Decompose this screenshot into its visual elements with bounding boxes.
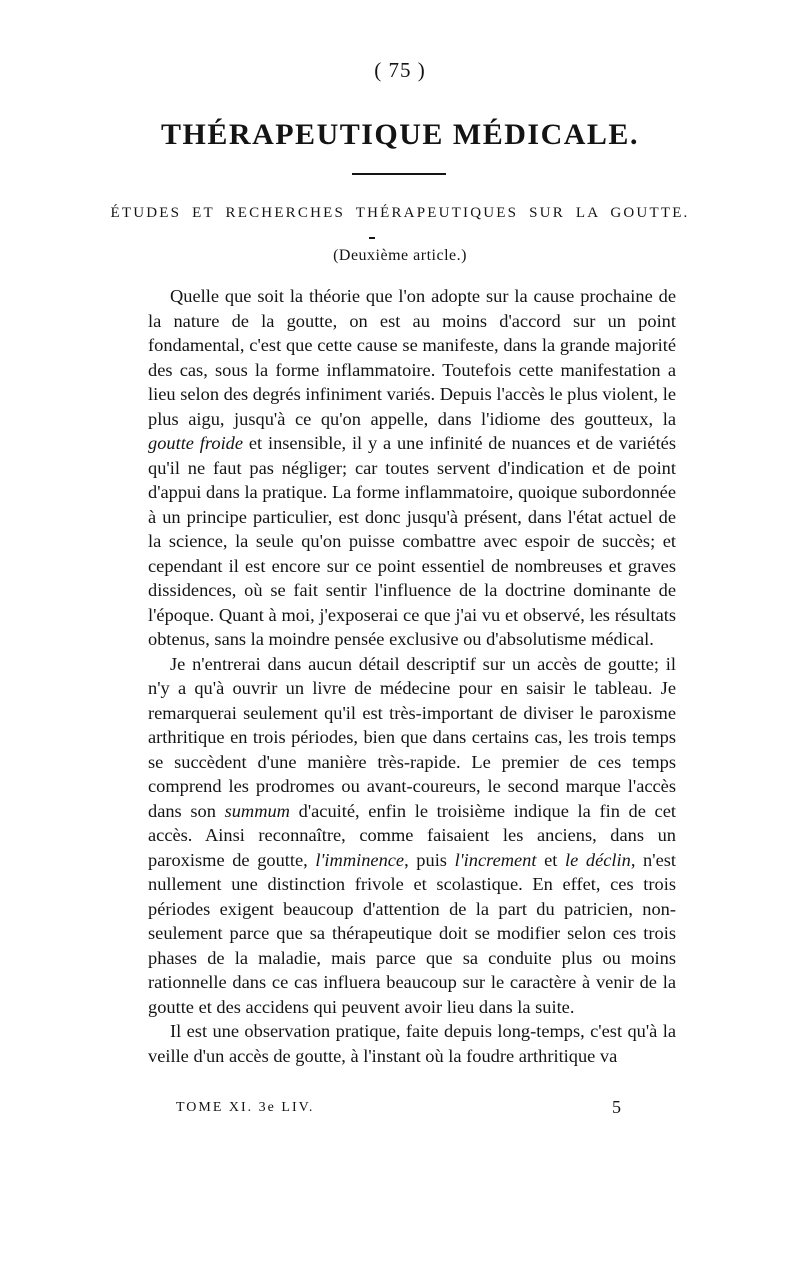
p2-italic-increment: l'increment xyxy=(454,849,537,870)
paragraph-2 xyxy=(148,652,676,1020)
page-title: THÉRAPEUTIQUE MÉDICALE. xyxy=(161,118,639,151)
section-heading: ÉTUDES ET RECHERCHES THÉRAPEUTIQUES SUR LA GOUTTE. xyxy=(110,205,690,221)
paragraph-3: Il est une observation pratique, faite depuis long-temps, c'est qu'à la veille d'un accès de goutte, à l'instant où la foudre arthritique va xyxy=(148,1021,676,1066)
p2-italic-imminence: l'imminence xyxy=(315,849,405,870)
p1-text-a: Quelle que soit la théorie que l'on adopte sur la cause prochaine de la nature de la goutte, on est au moins d'accord sur un point fondamental, c'est que cette cause se manifeste, dans la grande majorité des cas, sous la forme inflammatoire. Toutefois cette manifestation a lieu selon des degrés infiniment variés. Depuis l'accès le plus violent, le plus aigu, jusqu'à ce qu'on appelle, dans l'idiome des goutteux, la xyxy=(148,286,676,429)
p1-text-c: et insensible, il y a une infinité de nuances et de variétés qu'il ne faut pas négliger; car toutes servent d'indication et de point d'appui dans la pratique. La forme inflammatoire, quoique subordonnée à un principe particulier, est donc jusqu'à présent, dans l'état actuel de la science, la seule qu'on puisse combattre avec espoir de succès; et cependant il est encore sur ce point essentiel de nombreuses et graves dissidences, où se fait sentir l'influence de la doctrine dominante de l'époque. Quant à moi, j'exposerai ce que j'ai vu et observé, les résultats obtenus, sans la moindre pensée exclusive ou d'absolutisme médical. xyxy=(148,433,677,649)
p2-text-g: et xyxy=(536,849,566,870)
footer-signature: TOME XI. 3e LIV. xyxy=(176,1100,315,1115)
p2-text-a: Je n'entrerai dans aucun détail descriptif sur un accès de goutte; il n'y a qu'à ouvrir un livre de médecine pour en saisir le tableau. Je remarquerai seulement qu'il est très-important de diviser le paroxisme arthritique en trois périodes, bien que dans certains cas, les trois temps se succèdent d'une manière très-rapide. Le premier de ces temps comprend les prodromes ou avant-coureurs, le second marque l'accès dans son xyxy=(148,653,676,821)
p1-italic-goutte-froide: goutte froide xyxy=(148,433,244,453)
paragraph-1 xyxy=(148,284,676,652)
title-divider xyxy=(352,173,446,175)
p2-text-i: , n'est nullement une distinction frivole et scolastique. En effet, ces trois périodes exigent beaucoup d'attention de la part du patricien, non-seulement parce que sa thérapeutique doit se modifier selon ces trois phases de la maladie, mais parce que sa conduite plus ou moins rationnelle dans ce cas influera beaucoup sur le caractère à venir de la goutte et des accidens qui peuvent avoir lieu dans la suite. xyxy=(148,849,676,1017)
footer-sheet-number: 5 xyxy=(612,1097,621,1117)
p2-italic-declin: le déclin xyxy=(565,849,631,870)
article-note: (Deuxième article.) xyxy=(333,247,467,264)
article-body xyxy=(148,284,676,1068)
page-number: ( 75 ) xyxy=(374,58,426,82)
heading-divider xyxy=(369,237,375,239)
p2-text-c: d'acuité, enfin le troisième indique la fin de cet accès. Ainsi reconnaître, comme faisaient les anciens, dans un paroxisme de goutte, xyxy=(148,800,676,870)
p2-text-e: , puis xyxy=(404,849,455,870)
p2-italic-summum: summum xyxy=(224,800,290,821)
